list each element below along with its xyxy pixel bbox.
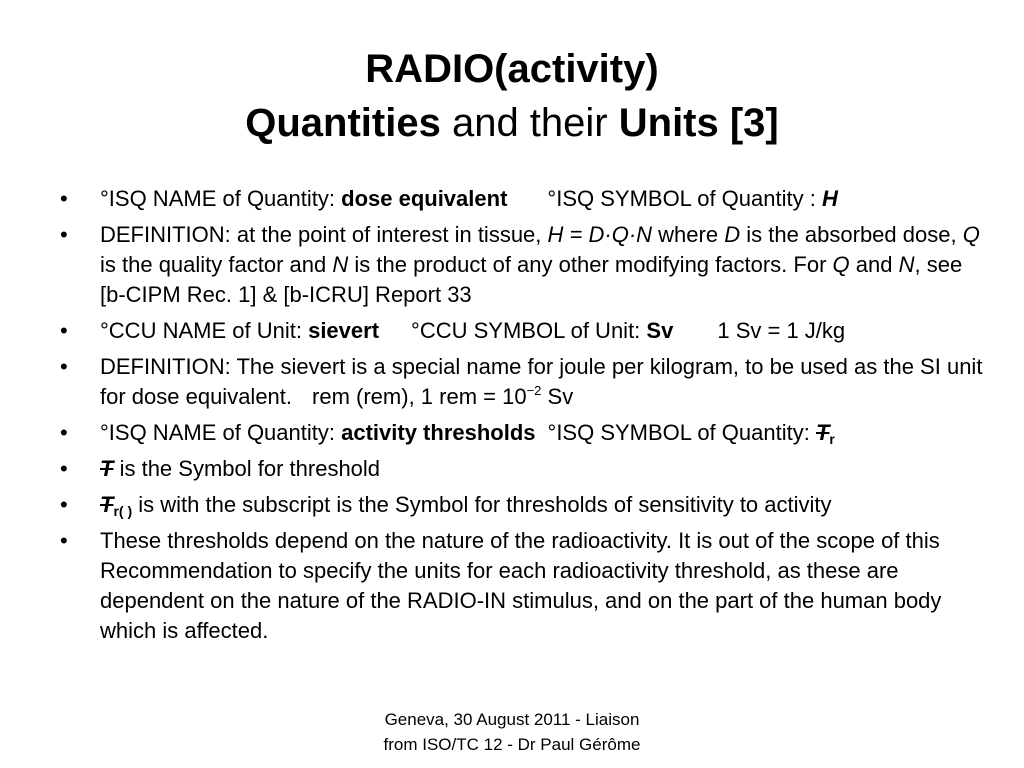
bullet-ccu-sievert: • °CCU NAME of Unit: sievert °CCU SYMBOL of Unit: Sv 1 Sv = 1 J/kg — [56, 316, 986, 346]
title-quantities: Quantities — [245, 101, 441, 145]
bullet-threshold-subscript-symbol: • $T_{r( )}$ is with the subscript is the Symbol for thresholds of sensitivity to activity — [56, 490, 986, 520]
title-line-1: RADIO(activity) — [365, 47, 659, 91]
title-line-2 — [0, 96, 1024, 150]
bullet-list — [56, 184, 986, 652]
footer-line-2: from ISO/TC 12 - Dr Paul Gérôme — [383, 735, 641, 754]
bullet-isq-dose-equivalent: • °ISQ NAME of Quantity: dose equivalent °ISQ SYMBOL of Quantity : H — [56, 184, 986, 214]
slide-footer — [312, 707, 712, 757]
bullet-isq-activity-thresholds: • °ISQ NAME of Quantity: activity thresholds °ISQ SYMBOL of Quantity: $T_r$ — [56, 418, 986, 448]
bullet-threshold-symbol: • T is the Symbol for threshold — [56, 454, 986, 484]
title-units: Units [3] — [618, 101, 779, 145]
slide-title — [0, 42, 1024, 150]
bullet-thresholds-scope: • These thresholds depend on the nature of the radioactivity. It is out of the scope of this Recommendation to specify the units for each radioactivity threshold, as these are dependent on the nature of the RADIO-IN stimulus, and on the part of the human body which is affected. — [56, 526, 986, 646]
footer-line-1: Geneva, 30 August 2011 - Liaison — [384, 710, 640, 729]
bullet-sievert-definition: • DEFINITION: The sievert is a special name for joule per kilogram, to be used as the SI unit for dose equivalent. rem (rem), 1 rem = $10^{-2}$ Sv — [56, 352, 986, 412]
title-and-their: and their — [451, 101, 608, 145]
bullet-dose-equivalent-definition: • DEFINITION: at the point of interest in tissue, H = D·Q·N where D is the absorbed dose, Q is the quality factor and N is the product of any other modifying factors. For Q and N, see [b-CIPM Rec. 1] & [b-ICRU] Report 33 — [56, 220, 986, 310]
